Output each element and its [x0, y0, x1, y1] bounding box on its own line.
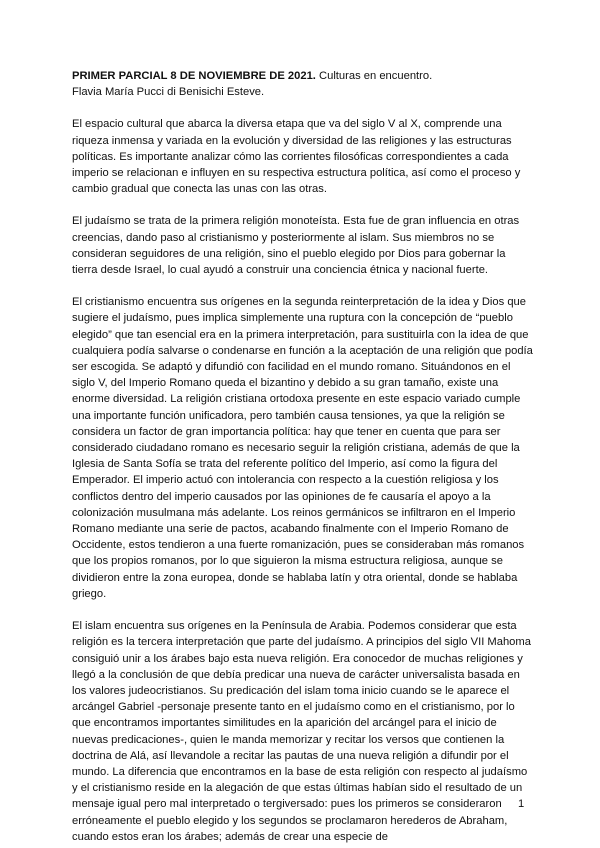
document-title [72, 68, 534, 84]
paragraph-islam: El islam encuentra sus orígenes en la Península de Arabia. Podemos considerar que esta religión es la tercera interpretación que parte del judaísmo. A principios del siglo VII Mahoma consiguió unir a los árabes bajo esta nueva religión. Era conocedor de muchas religiones y llegó a la conclusión de que debía predicar una nueva de carácter universalista basada en los valores judeocristianos. Su predicación del islam toma inicio cuando se le aparece el arcángel Gabriel -personaje presente tanto en el judaísmo como en el cristianismo, por lo que encontramos importantes similitudes en la aparición del arcángel para el inicio de nuevas predicaciones-, quien le manda memorizar y recitar los versos que contienen la doctrina de Alá, así llevandole a recitar las pautas de una nueva religión a difundir por el mundo. La diferencia que encontramos en la base de esta religión con respecto al judaísmo y el cristianismo reside en la alegación de que estas últimas habían sido el resultado de un mensaje igual pero mal interpretado o tergiversado: pues los primeros se consideraron erróneamente el pueblo elegido y los segundos se proclamaron herederos de Abraham, cuando estos eran los árabes; además de crear una especie de [72, 620, 531, 843]
document-page [72, 68, 534, 845]
title-subtitle: Culturas en encuentro. [315, 70, 433, 82]
paragraph-judaismo: El judaísmo se trata de la primera religión monoteísta. Esta fue de gran influencia en otras creencias, dando paso al cristianismo y posteriormente al islam. Sus miembros no se consideran seguidores de una religión, sino el pueblo elegido por Dios para gobernar la tierra desde Israel, lo cual ayudó a construir una conciencia étnica y nacional fuerte. [72, 215, 520, 277]
title-bold: PRIMER PARCIAL 8 DE NOVIEMBRE DE 2021. [72, 70, 316, 82]
page-number: 1 [518, 798, 525, 810]
paragraph-cristianismo: El cristianismo encuentra sus orígenes en la segunda reinterpretación de la idea y Dios que sugiere el judaísmo, pues implica simplemente una ruptura con la concepción de “pueblo elegido” que tan esencial era en la primera interpretación, para sustituirla con la idea de que cualquiera podía salvarse o condenarse en función a la aceptación de una religión que podía ser escogida. Se adaptó y difundió con facilidad en el mundo romano. Situándonos en el siglo V, del Imperio Romano queda el bizantino y debido a su gran tamaño, existe una enorme diversidad. La religión cristiana ortodoxa presente en este espacio variado cumple una importante función unificadora, pero también causa tensiones, ya que la religión se considera un factor de gran importancia política: hay que tener en cuenta que para ser considerado ciudadano romano es necesario seguir la religión cristiana, además de que la Iglesia de Santa Sofía se trata del referente político del Imperio, así como la figura del Emperador. El imperio actuó con intolerancia con respecto a la cuestión religiosa y los conflictos dentro del imperio causados por las opiniones de fe causaría el apoyo a la colonización musulmana más adelante. Los reinos germánicos se infiltraron en el Imperio Romano mediante una serie de pactos, acabando finalmente con el Imperio Romano de Occidente, estos tendieron a una fuerte romanización, pues se consideraban más romanos que los propios romanos, por lo que siguieron la misma estructura religiosa, aunque se dividieron entre la zona europea, donde se hablaba latín y otra oriental, donde se hablaba griego. [72, 296, 533, 600]
paragraph-intro: El espacio cultural que abarca la diversa etapa que va del siglo V al X, comprende una riqueza inmensa y variada en la evolución y diversidad de las religiones y las estructuras políticas. Es importante analizar cómo las corrientes filosóficas correspondientes a cada imperio se relacionan e influyen en su respectiva estructura política, así como el proceso y cambio gradual que conecta las unas con las otras. [72, 118, 521, 196]
author-line: Flavia María Pucci di Benisichi Esteve. [72, 86, 265, 99]
